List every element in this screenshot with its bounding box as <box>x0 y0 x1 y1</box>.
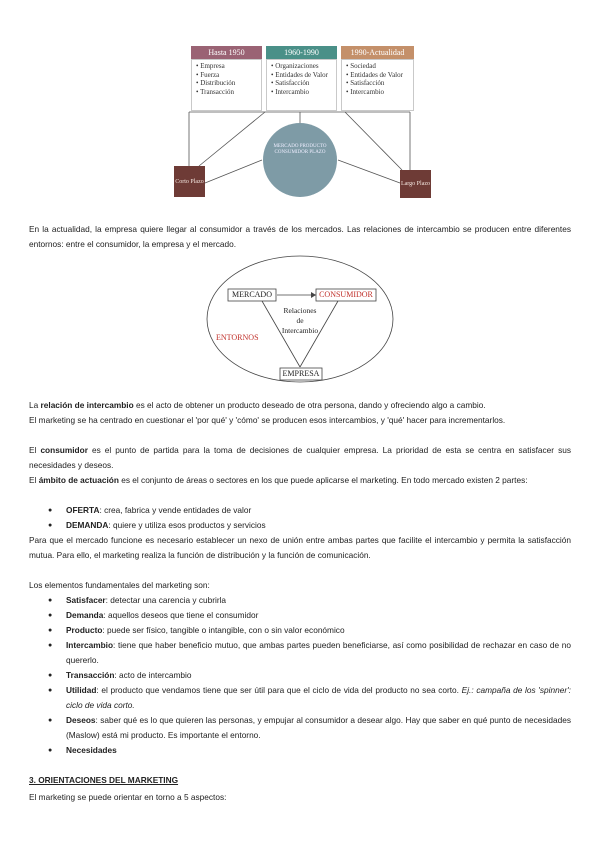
text-span: es el acto de obtener un producto deseado de otra persona, dando y ofreciendo algo a cambio. <box>133 400 486 410</box>
intro-paragraph: En la actualidad, la empresa quiere llegar al consumidor a través de los mercados. Las relaciones de intercambio se producen entre diferentes entornos: entre el consumidor, la empresa y el mercado. <box>29 224 571 249</box>
list-term: Intercambio <box>66 640 114 650</box>
box1-item: • Transacción <box>196 88 257 97</box>
list-text: : saber qué es lo que quieren las personas, y empujar al consumidor a desear algo. Hay que saber en qué punto de necesidades (Maslow) está mi producto. Es importante el entorno. <box>66 715 571 740</box>
de-line: de <box>296 316 304 325</box>
list-example: Ej.: campaña de los 'spinner': ciclo de vida corto. <box>66 685 571 710</box>
center-label: MERCADO PRODUCTO CONSUMIDOR PLAZO <box>273 144 327 155</box>
marketing-line: El marketing se ha centrado en cuestionar el 'por qué' y 'cómo' se producen esos intercambios, y 'qué' hacer para incrementarlos. <box>29 415 506 425</box>
elementos-intro: Los elementos fundamentales del marketing son: <box>29 580 210 590</box>
list-text: : el producto que vendamos tiene que ser útil para que el ciclo de vida del producto no sea corto. <box>96 685 462 695</box>
relacion-definition <box>29 398 571 413</box>
list-term: Satisfacer <box>66 595 106 605</box>
box3-item: • Sociedad <box>346 62 409 71</box>
list-item <box>48 593 571 608</box>
mercado-node: MERCADO <box>231 290 272 299</box>
box-1960-1990-title: 1960-1990 <box>266 46 337 59</box>
list-term: Necesidades <box>66 745 117 755</box>
list-item <box>48 608 571 623</box>
list-item <box>48 743 571 758</box>
section-intro: El marketing se puede orientar en torno a 5 aspectos: <box>29 792 227 802</box>
partes-list <box>48 503 568 533</box>
list-text: : detectar una carencia y cubrirla <box>105 595 227 605</box>
list-term: DEMANDA <box>66 520 109 530</box>
mercado-paragraph: Para que el mercado funcione es necesario establecer un nexo de unión entre ambas partes que facilite el intercambio y permita la satisfacción mutua. Para ello, el marketing realiza la función de distribución y la función de comunicación. <box>29 535 571 560</box>
box1-item: • Distribución <box>196 79 257 88</box>
list-text: : tiene que haber beneficio mutuo, que ambas partes pueden beneficiarse, así como posibilidad de rechazar en caso de no quererlo. <box>66 640 571 665</box>
box-1990-actualidad-title: 1990-Actualidad <box>341 46 414 59</box>
list-term: Producto <box>66 625 103 635</box>
relaciones-line: Relaciones <box>283 306 317 315</box>
short-term-box: Corto Plazo <box>174 166 205 197</box>
relaciones-label <box>268 306 332 336</box>
box3-item: • Entidades de Valor <box>346 71 409 80</box>
box-1960-1990-items <box>266 59 337 111</box>
box-hasta-1950-items <box>191 59 262 111</box>
list-item <box>48 713 571 743</box>
box2-item: • Intercambio <box>271 88 332 97</box>
box3-item: • Satisfacción <box>346 79 409 88</box>
box1-item: • Empresa <box>196 62 257 71</box>
empresa-node: EMPRESA <box>282 369 320 378</box>
box-1990-actualidad-items <box>341 59 414 111</box>
entornos-label: ENTORNOS <box>216 333 259 342</box>
intercambio-line: Intercambio <box>281 326 319 335</box>
list-term: Demanda <box>66 610 104 620</box>
list-item <box>48 668 571 683</box>
elementos-list <box>48 593 571 758</box>
text-span: es el punto de partida para la toma de decisiones de cualquier empresa. La prioridad de esta se centra en satisfacer sus necesidades y deseos. <box>29 445 572 470</box>
text-span: es el conjunto de áreas o sectores en los que puede aplicarse el marketing. En todo mercado existen 2 partes: <box>118 475 528 485</box>
section-heading: 3. ORIENTACIONES DEL MARKETING <box>29 775 179 785</box>
list-text: : crea, fabrica y vende entidades de valor <box>99 505 252 515</box>
list-text: : puede ser físico, tangible o intangible, con o sin valor económico <box>102 625 345 635</box>
box3-item: • Intercambio <box>346 88 409 97</box>
list-item <box>48 503 568 518</box>
box2-item: • Satisfacción <box>271 79 332 88</box>
ambito-term: ámbito de actuación <box>38 475 119 485</box>
box1-item: • Fuerza <box>196 71 257 80</box>
list-item <box>48 683 571 713</box>
ambito-definition <box>29 473 571 488</box>
list-text: : acto de intercambio <box>114 670 192 680</box>
text-span: La <box>29 400 41 410</box>
long-term-box: Largo Plazo <box>400 170 431 198</box>
list-term: Deseos <box>66 715 96 725</box>
list-term: Utilidad <box>66 685 97 695</box>
consumidor-node: CONSUMIDOR <box>319 290 373 299</box>
box2-item: • Organizaciones <box>271 62 332 71</box>
relacion-term: relación de intercambio <box>40 400 134 410</box>
list-text: : quiere y utiliza esos productos y servicios <box>108 520 266 530</box>
text-span: El <box>29 445 41 455</box>
box2-item: • Entidades de Valor <box>271 71 332 80</box>
consumidor-term: consumidor <box>40 445 88 455</box>
text-span: El <box>29 475 39 485</box>
consumidor-definition <box>29 443 571 473</box>
list-term: OFERTA <box>66 505 100 515</box>
list-text: : aquellos deseos que tiene el consumidor <box>103 610 259 620</box>
list-item <box>48 623 571 638</box>
list-term: Transacción <box>66 670 115 680</box>
list-item <box>48 638 571 668</box>
list-item <box>48 518 568 533</box>
box-hasta-1950-title: Hasta 1950 <box>191 46 262 59</box>
center-circle <box>263 123 337 197</box>
